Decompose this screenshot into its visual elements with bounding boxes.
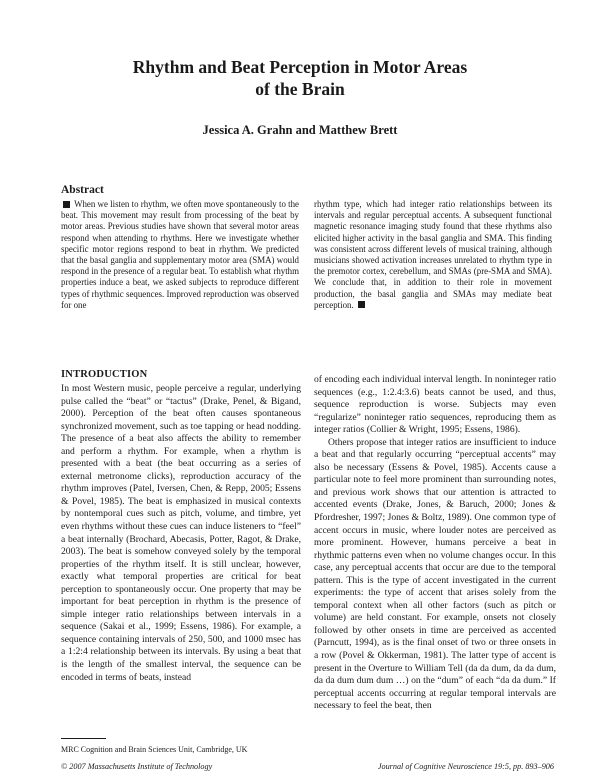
affiliation-footnote: MRC Cognition and Brain Sciences Unit, Cambridge, UK xyxy=(61,745,248,754)
abstract-text-right: rhythm type, which had integer ratio relationships between its intervals and regular perceptual accents. A subsequent functional magnetic resonance imaging study found that these rhythms also elicited higher activity in the basal ganglia and SMA. This finding was consistent across different levels of musical training, although musicians showed activation increases unrelated to rhythm type in the premotor cortex, cerebellum, and SMAs (pre-SMA and SMA). We conclude that, in addition to their role in movement production, the basal ganglia and SMAs may mediate beat perception. xyxy=(314,199,552,310)
end-square-icon xyxy=(358,301,365,308)
intro-paragraph-1: In most Western music, people perceive a regular, underlying pulse called the “beat” or “tactus” (Drake, Penel, & Bigand, 2000). Perception of the beat often causes spontaneous synchronized movement, such as toe tapping or head nodding. The presence of a beat also affects the ability to remember and perform a rhythm. For example, when a rhythm is presented with a beat (the beat occurring as a series of external metronome clicks), reproduction accuracy of the rhythm improves (Patel, Iversen, Chen, & Repp, 2005; Essens & Povel, 1985). The beat is emphasized in musical contexts by nontemporal cues such as pitch, volume, and timbre, yet even rhythms without these cues can induce listeners to “feel” a beat internally (Brochard, Abecasis, Potter, Ragot, & Drake, 2003). The beat is somehow conveyed solely by the temporal properties of the rhythm itself. It is still unclear, however, exactly what temporal properties are critical for beat perception to spontaneously occur. One property that may be important for beat perception in rhythm is the presence of simple integer ratio relationships between intervals in a sequence (Sakai et al., 1999; Essens, 1986). For example, a sequence containing intervals of 250, 500, and 1000 msec has a 1:2:4 relationship between its intervals. By using a beat that is the length of the smallest interval, the sequence can be encoded in terms of beats, instead xyxy=(61,383,301,683)
abstract-column-right xyxy=(314,199,552,311)
abstract-heading: Abstract xyxy=(61,184,104,196)
journal-citation: Journal of Cognitive Neuroscience 19:5, pp. 893–906 xyxy=(377,762,554,771)
abstract-column-left xyxy=(61,199,299,311)
title-line-1: Rhythm and Beat Perception in Motor Areas xyxy=(132,57,468,77)
article-title xyxy=(0,56,600,100)
abstract-text-left: When we listen to rhythm, we often move spontaneously to the beat. This movement may result from processing of the beat by motor areas. Previous studies have shown that several motor areas respond when attending to rhythms. Here we investigate whether specific motor regions respond to beat in rhythm. We predicted that the basal ganglia and supplementary motor area (SMA) would respond in the presence of a regular beat. To establish what rhythm properties induce a beat, we asked subjects to reproduce different types of rhythmic sequences. Improved reproduction was observed for one xyxy=(61,199,299,310)
intro-paragraph-1-continued: of encoding each individual interval length. In noninteger ratio sequences (e.g., 1:2.4:3.6) beats cannot be used, and thus, sequence reproduction is worse. Subjects may even “regularize” noninteger ratio sequences, reproducing them as integer ratios (Collier & Wright, 1995; Essens, 1986). xyxy=(314,374,556,436)
intro-paragraph-2: Others propose that integer ratios are insufficient to induce a beat and that regularly occurring “perceptual accents” may also be necessary (Essens & Povel, 1985). Accents cause a particular note to feel more prominent than surrounding notes, and previous work shows that our attention is attracted to accented events (Drake, Jones, & Baruch, 2000; Jones & Pfordresher, 1997; Jones & Boltz, 1989). One common type of accent occurs in music, where louder notes are perceived as more prominent. However, humans perceive a beat in rhythmic patterns even when no volume changes occur. In this case, any perceptual accents that occur are due to the temporal pattern. This is the type of accent investigated in the current experiments: the type of accent that arises solely from the temporal context when all other factors (such as pitch or volume) are held constant. For example, onsets not closely followed by other onsets in time are perceived as accented (Parncutt, 1994), as is the final onset of two or three onsets in a row (Povel & Okkerman, 1981). The latter type of accent is present in the Overture to William Tell (da da dum, da da dum, da da dum dum dum …) on the “dum” of each “da da dum.” If perceptual accents occurring at regular temporal intervals are necessary to feel the beat, then xyxy=(314,436,556,712)
body-column-left xyxy=(61,383,301,684)
footnote-rule xyxy=(61,738,106,739)
square-bullet-icon xyxy=(63,201,70,208)
author-list: Jessica A. Grahn and Matthew Brett xyxy=(202,123,398,137)
copyright-notice: © 2007 Massachusetts Institute of Technology xyxy=(61,762,213,771)
body-column-right xyxy=(314,374,556,713)
title-line-2: of the Brain xyxy=(255,79,345,99)
introduction-heading: INTRODUCTION xyxy=(61,369,148,380)
